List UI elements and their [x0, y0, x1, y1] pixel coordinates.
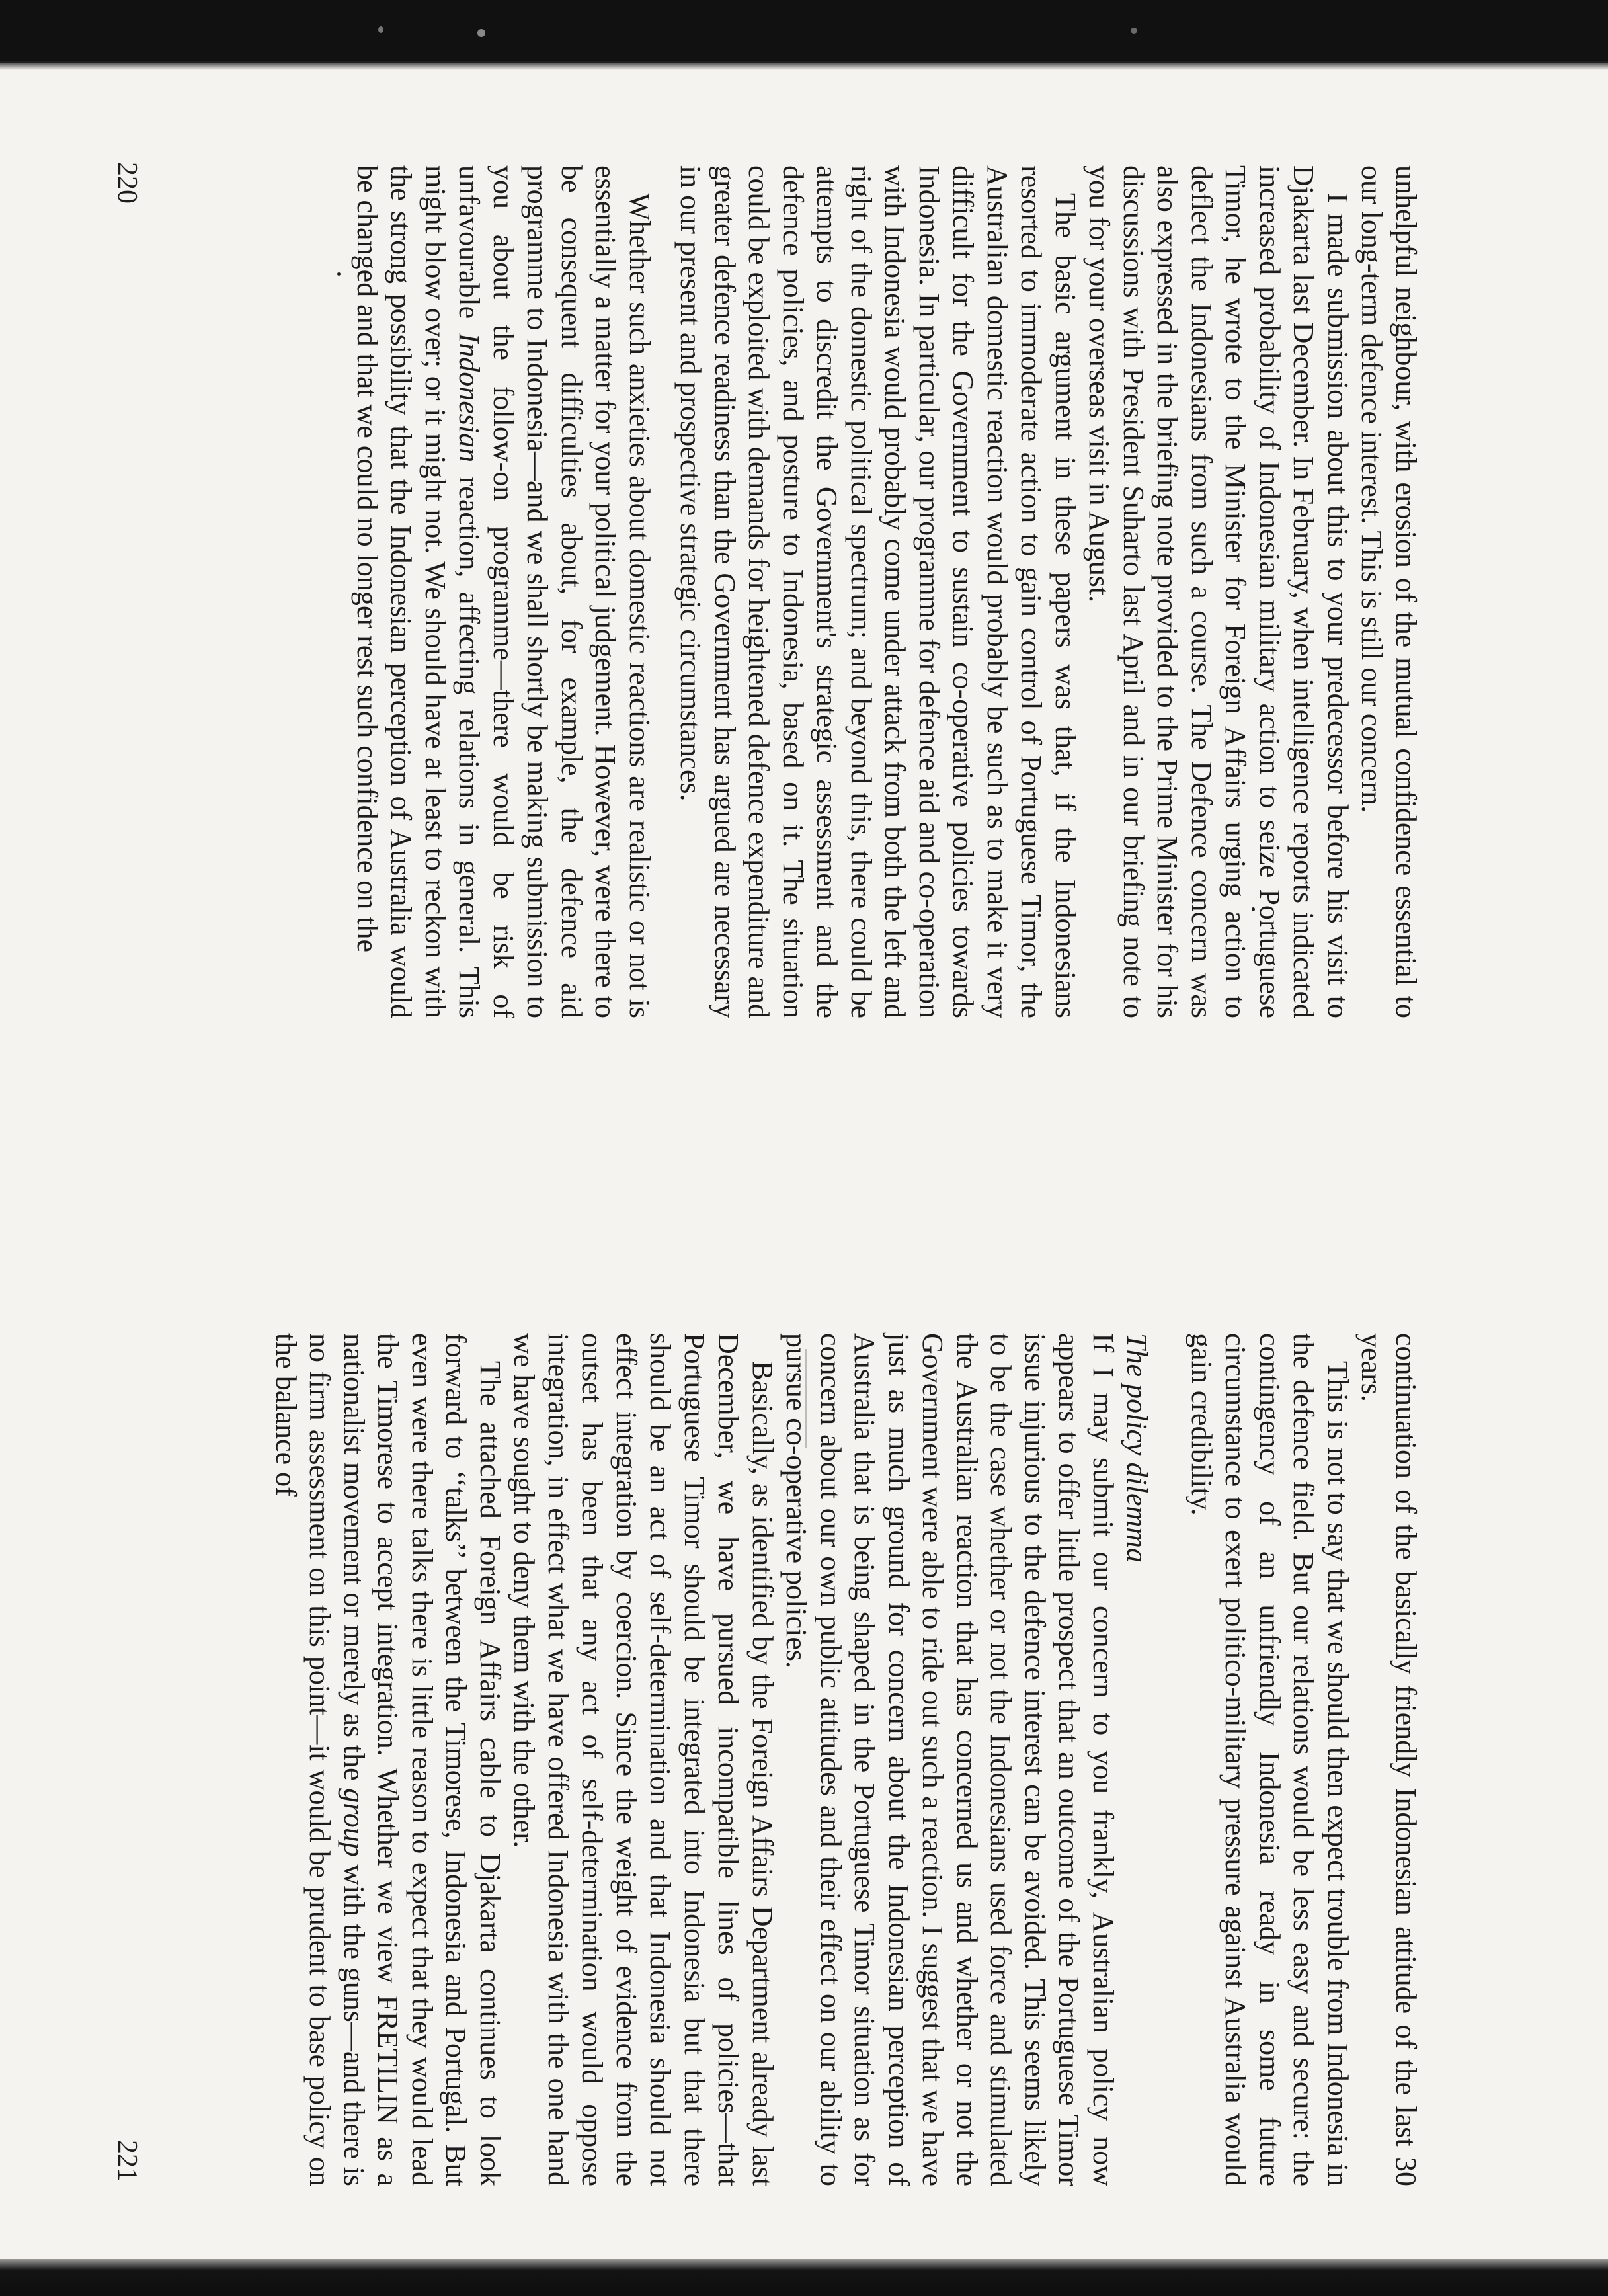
paragraph-text: with the guns—and there is no firm assessment on this point—it would be prudent to base policy on the balance of	[270, 1333, 370, 2186]
paragraph: continuation of the basically friendly Indonesian attitude of the last 30 years.	[1355, 1333, 1422, 2186]
paragraph	[350, 165, 657, 1018]
paragraph: If I may submit our concern to you frankly, Australian policy now appears to offer little prospect that an outcome of the Portuguese Timor issue injurious to the defence interest can be avoided. This seems likely to be the case whether or not the Indonesians used force and stimulated the Australian reaction that has concerned us and whether or not the Government were able to ride out such a reaction. I suggest that we have just as much ground for concern about the Indonesian perception of Australia that is being shaped in the Portuguese Timor situation as for concern about our own public attitudes and their effect on our ability to pursue co-operative policies.	[780, 1333, 1119, 2186]
page-221	[0, 1148, 1608, 2296]
paragraph-text: reaction, affecting relations in general. This might blow over; or it might not. We should have at least to reckon with the strong possibility that the Indonesian perception of Australia would be changed and that we could no longer rest such confidence on the	[351, 165, 486, 1018]
section-gap	[1154, 1333, 1185, 2186]
paragraph-text: Whether such anxieties about domestic reactions are realistic or not is essentially a matter for your political judgement. However, were there to be consequent difficulties about, for example, the defence aid programme to Indonesia—and we shall shortly be making submission to you about the follow-on programme—there would be risk of unfavourable	[453, 165, 656, 1018]
italic-word: Indonesian	[453, 333, 486, 463]
text-column-right	[269, 1333, 1424, 2186]
page-number: 221	[112, 2140, 142, 2182]
paragraph-gap	[657, 165, 674, 1018]
paragraph	[269, 1333, 508, 2186]
section-heading: The policy dilemma	[1121, 1333, 1154, 1563]
paragraph: Basically, as identified by the Foreign Affairs Department already last December, we have pursued incompatible lines of policies—that Portuguese Timor should be integrated into Indonesia but that there should be an act of self-determination and that Indonesia should not effect integration by coercion. Since the weight of evidence from the outset has been that any act of self-determination would oppose integration, in effect what we have offered Indonesia with the one hand we have sought to deny them with the other.	[508, 1333, 779, 2186]
text-column-left	[350, 165, 1424, 1018]
italic-word: group	[338, 1788, 370, 1857]
page-number: 220	[112, 162, 142, 204]
paragraph: unhelpful neighbour, with erosion of the mutual confidence essential to our long-term defence interest. This is still our concern.	[1355, 165, 1422, 1018]
paragraph: This is not to say that we should then expect trouble from Indonesia in the defence field. But our relations would be less easy and secure: the contingency of an unfriendly Indonesia ready in some future circumstance to exert politico-military pressure against Australia would gain credibility.	[1186, 1333, 1354, 2186]
paragraph: I made submission about this to your predecessor before his visit to Djakarta last December. In February, when intelligence reports indicated increased probability of Indonesian military action to seize Portuguese Timor, he wrote to the Minister for Foreign Affairs urging action to deflect the Indonesians from such a course. The Defence concern was also expressed in the briefing note provided to the Prime Minister for his discussions with President Suharto last April and in our briefing note to you for your overseas visit in August.	[1083, 165, 1354, 1018]
paragraph-text: The attached Foreign Affairs cable to Djakarta continues to look forward to ‘‘talks’’ between the Timorese, Indonesia and Portugal. But even were there talks there is little reason to expect that they would lead the Timorese to accept integration. Whether we view FRETILIN as a nationalist movement or merely as the	[338, 1333, 506, 2186]
paragraph: The basic argument in these papers was that, if the Indonesians resorted to immoderate action to gain control of Portuguese Timor, the Australian domestic reaction would probably be such as to make it very difficult for the Government to sustain co-operative policies towards Indonesia. In particular, our programme for defence aid and co-operation with Indonesia would probably come under attack from both the left and right of the domestic political spectrum; and beyond this, there could be attempts to discredit the Government's strategic assessment and the defence policies, and posture to Indonesia, based on it. The situation could be exploited with demands for heightened defence expenditure and greater defence readiness than the Government has argued are necessary in our present and prospective strategic circumstances.	[674, 165, 1082, 1018]
